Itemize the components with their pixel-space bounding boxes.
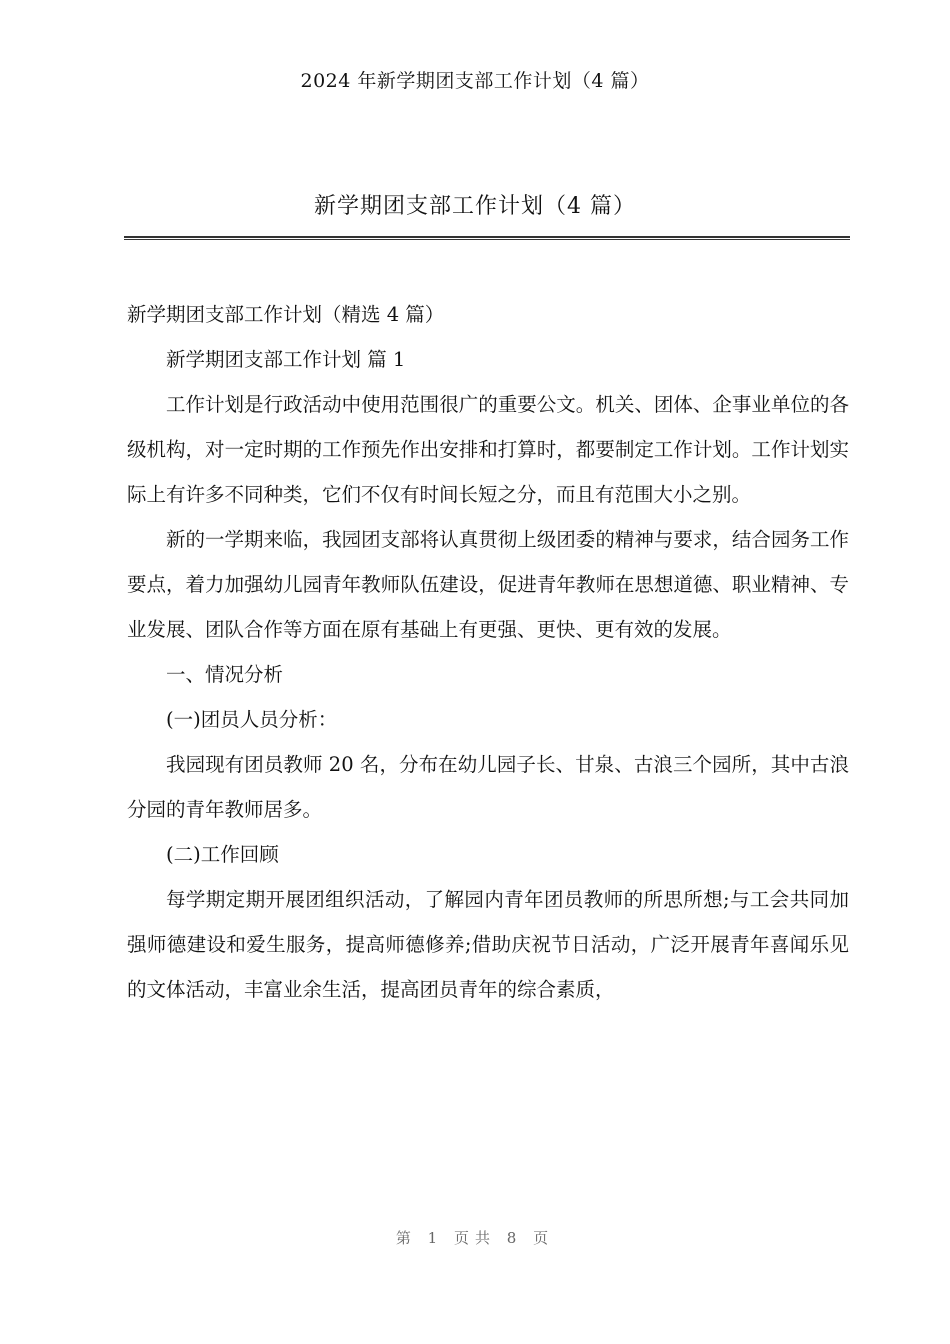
subsection-heading: (一)团员人员分析：: [166, 708, 338, 731]
body-paragraph: 新学期团支部工作计划（精选 4 篇）: [127, 303, 445, 326]
document-title: 新学期团支部工作计划（4 篇）: [314, 194, 636, 219]
page-footer: 第 1 页共 8 页: [395, 1229, 555, 1247]
body-paragraph: 工作计划是行政活动中使用范围很广的重要公文。机关、团体、企事业单位的各级机构，对一定时期的工作预先作出安排和打算时，都要制定工作计划。工作计划实际上有许多不同种类，它们不仅有时间长短之分，而且有范围大小之别。: [127, 393, 849, 506]
title-divider: [124, 236, 850, 240]
running-header: 2024 年新学期团支部工作计划（4 篇）: [300, 70, 650, 92]
body-paragraph: 我园现有团员教师 20 名，分布在幼儿园子长、甘泉、古浪三个园所，其中古浪分园的青年教师居多。: [127, 753, 849, 821]
subsection-heading: (二)工作回顾: [166, 843, 279, 866]
body-paragraph: 新的一学期来临，我园团支部将认真贯彻上级团委的精神与要求，结合园务工作要点，着力加强幼儿园青年教师队伍建设，促进青年教师在思想道德、职业精神、专业发展、团队合作等方面在原有基础上有更强、更快、更有效的发展。: [127, 528, 849, 641]
section-heading: 新学期团支部工作计划 篇 1: [166, 348, 406, 371]
document-body: [127, 292, 849, 1012]
body-paragraph: 每学期定期开展团组织活动，了解园内青年团员教师的所思所想;与工会共同加强师德建设和爱生服务，提高师德修养;借助庆祝节日活动，广泛开展青年喜闻乐见的文体活动，丰富业余生活，提高团员青年的综合素质，: [127, 888, 849, 1001]
section-heading: 一、情况分析: [166, 663, 284, 686]
